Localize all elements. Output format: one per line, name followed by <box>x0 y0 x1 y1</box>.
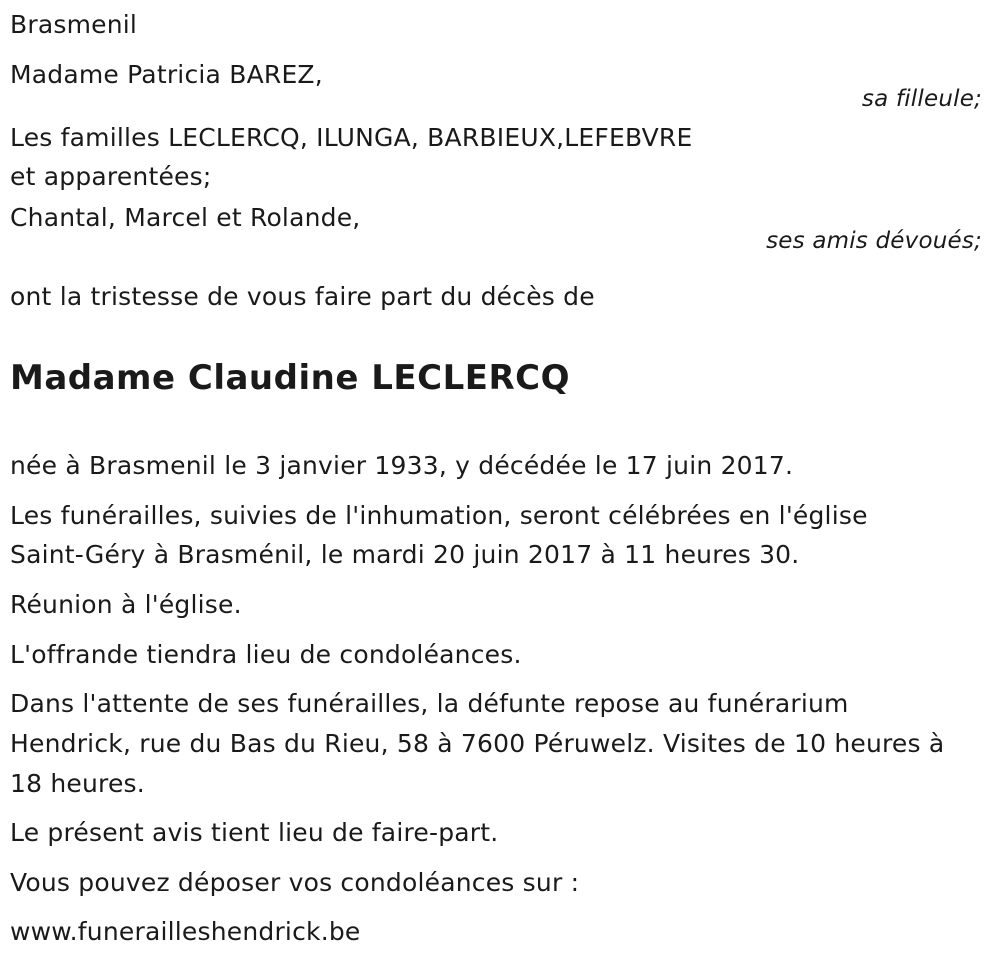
goddaughter-relation: sa filleule; <box>861 86 982 112</box>
funeral-line-2: Saint-Géry à Brasménil, le mardi 20 juin 2017 à 11 heures 30. <box>10 540 800 569</box>
website-link-container <box>10 917 361 947</box>
announcement-text: ont la tristesse de vous faire part du décès de <box>10 282 595 311</box>
goddaughter-name: Madame Patricia BAREZ, <box>10 60 323 89</box>
meeting-text: Réunion à l'église. <box>10 590 242 619</box>
website-link[interactable]: www.funerailleshendrick.be <box>10 917 361 946</box>
friends-relation: ses amis dévoués; <box>766 228 982 254</box>
village-name: Brasmenil <box>10 10 138 39</box>
rest-line-2: Hendrick, rue du Bas du Rieu, 58 à 7600 Péruwelz. Visites de 10 heures à <box>10 729 945 758</box>
rest-line-3: 18 heures. <box>10 769 145 798</box>
condolences-prompt: Vous pouvez déposer vos condoléances sur : <box>10 868 580 897</box>
families-line-2: et apparentées; <box>10 162 212 191</box>
deceased-name: Madame Claudine LECLERCQ <box>10 358 571 398</box>
funeral-line-1: Les funérailles, suivies de l'inhumation, seront célébrées en l'église <box>10 501 868 530</box>
families-line-1: Les familles LECLERCQ, ILUNGA, BARBIEUX,LEFEBVRE <box>10 123 693 152</box>
rest-line-1: Dans l'attente de ses funérailles, la défunte repose au funérarium <box>10 689 849 718</box>
friends-names: Chantal, Marcel et Rolande, <box>10 203 361 232</box>
notice-text: Le présent avis tient lieu de faire-part. <box>10 818 499 847</box>
birth-death-text: née à Brasmenil le 3 janvier 1933, y décédée le 17 juin 2017. <box>10 451 794 480</box>
offering-text: L'offrande tiendra lieu de condoléances. <box>10 640 522 669</box>
